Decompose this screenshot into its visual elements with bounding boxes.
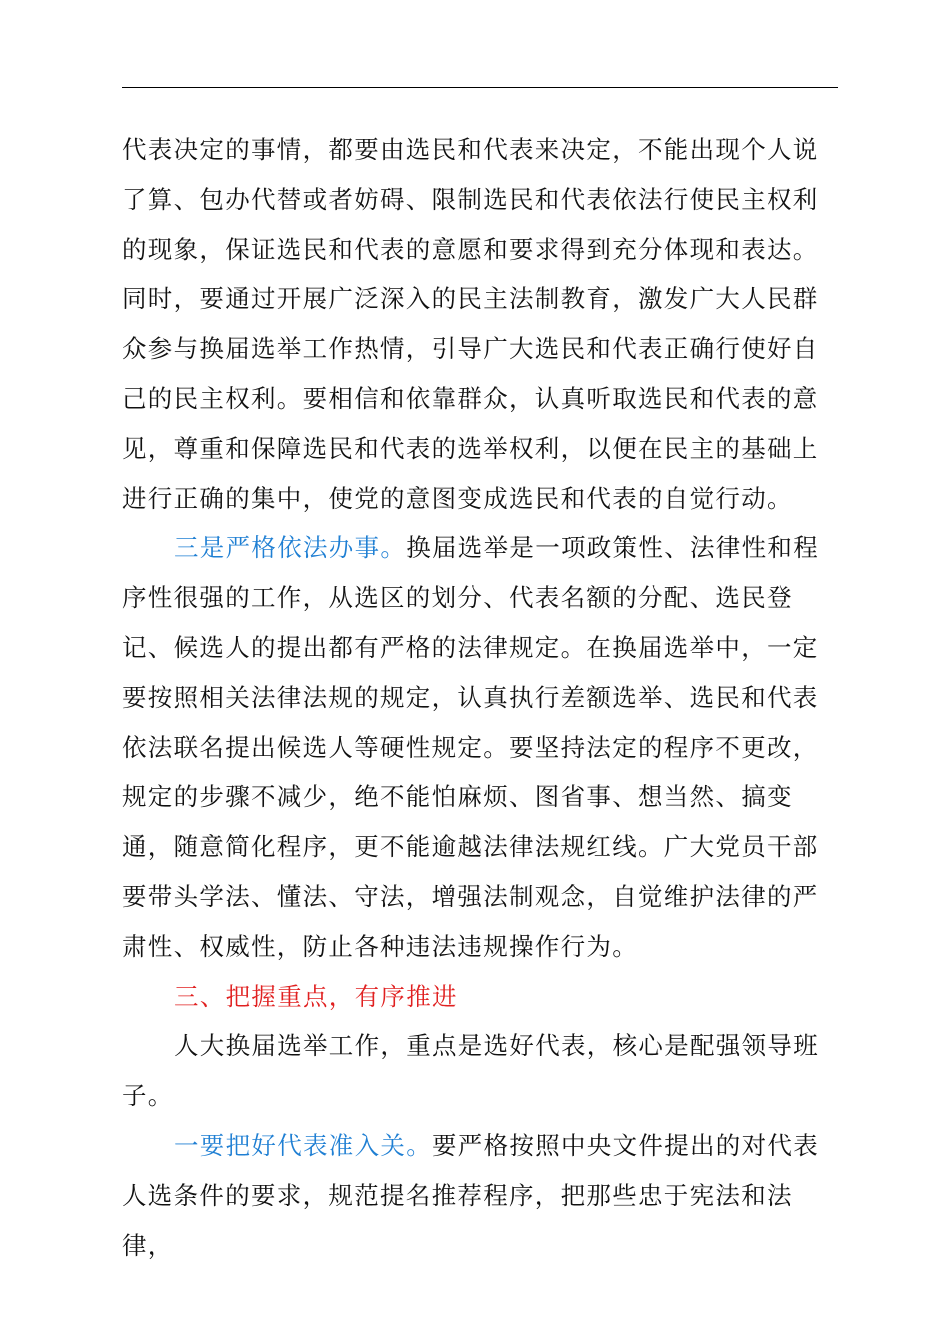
paragraph-point-three	[122, 523, 838, 971]
point-one-heading: 一要把好代表准入关。	[174, 1130, 432, 1160]
paragraph-continued: 代表决定的事情，都要由选民和代表来决定，不能出现个人说了算、包办代替或者妨碍、限制选民和代表依法行使民主权利的现象，保证选民和代表的意愿和要求得到充分体现和表达。同时，要通过开展广泛深入的民主法制教育，激发广大人民群众参与换届选举工作热情，引导广大选民和代表正确行使好自己的民主权利。要相信和依靠群众，认真听取选民和代表的意见，尊重和保障选民和代表的选举权利，以便在民主的基础上进行正确的集中，使党的意图变成选民和代表的自觉行动。	[122, 135, 819, 513]
point-one-body: 要严格按照中央文件提出的对代表人选条件的要求，规范提名推荐程序，把那些忠于宪法和法律，	[122, 1130, 819, 1260]
paragraph-point-one	[122, 1121, 838, 1270]
section-three-intro: 人大换届选举工作，重点是选好代表，核心是配强领导班子。	[122, 1031, 819, 1111]
point-three-heading: 三是严格依法办事。	[174, 533, 407, 563]
header-rule	[122, 87, 838, 88]
point-three-body: 换届选举是一项政策性、法律性和程序性很强的工作，从选区的划分、代表名额的分配、选民登记、候选人的提出都有严格的法律规定。在换届选举中，一定要按照相关法律法规的规定，认真执行差额选举、选民和代表依法联名提出候选人等硬性规定。要坚持法定的程序不更改，规定的步骤不减少，绝不能怕麻烦、图省事、想当然、搞变通，随意简化程序，更不能逾越法律法规红线。广大党员干部要带头学法、懂法、守法，增强法制观念，自觉维护法律的严肃性、权威性，防止各种违法违规操作行为。	[122, 533, 820, 961]
document-body	[122, 125, 838, 1270]
section-three-heading: 三、把握重点，有序推进	[174, 981, 458, 1011]
